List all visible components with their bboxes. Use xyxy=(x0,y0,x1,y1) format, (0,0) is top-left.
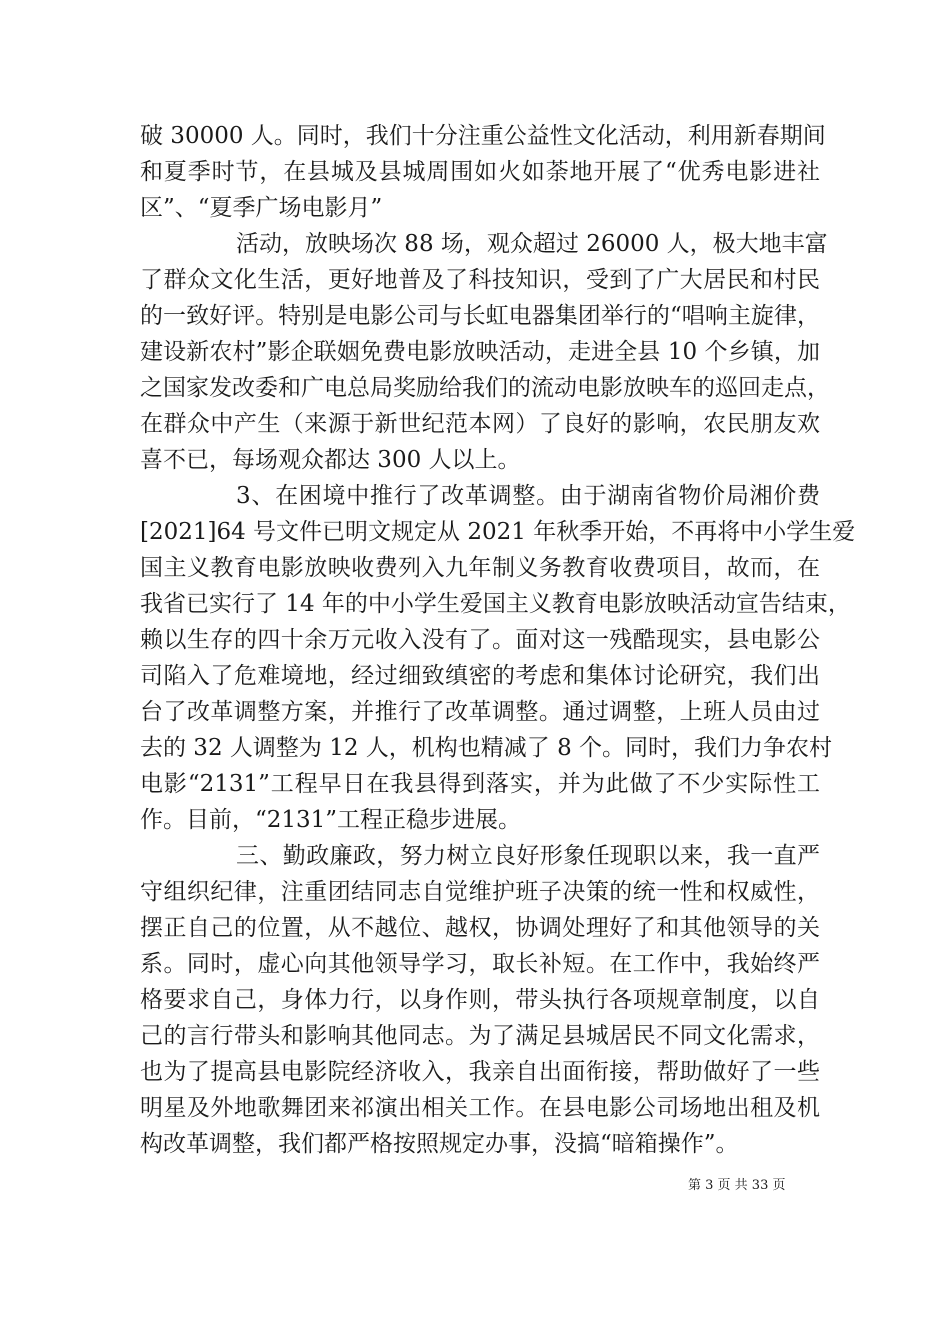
text-line: 守组织纪律，注重团结同志自觉维护班子决策的统一性和权威性， xyxy=(140,879,820,905)
text-line: 国主义教育电影放映收费列入九年制义务教育收费项目，故而，在 xyxy=(140,555,820,581)
text-line: 去的 32 人调整为 12 人，机构也精减了 8 个。同时，我们力争农村 xyxy=(140,735,833,761)
text-line: 也为了提高县电影院经济收入，我亲自出面衔接，帮助做好了一些 xyxy=(140,1059,820,1085)
text-line: 的一致好评。特别是电影公司与长虹电器集团举行的“唱响主旋律， xyxy=(140,303,820,329)
text-line: 摆正自己的位置，从不越位、越权，协调处理好了和其他领导的关 xyxy=(140,915,820,941)
text-line: 建设新农村”影企联姻免费电影放映活动，走进全县 10 个乡镇，加 xyxy=(140,339,820,365)
text-line: 赖以生存的四十余万元收入没有了。面对这一残酷现实，县电影公 xyxy=(140,627,820,653)
text-line: 破 30000 人。同时，我们十分注重公益性文化活动，利用新春期间 xyxy=(140,123,826,149)
text-line: [2021]64 号文件已明文规定从 2021 年秋季开始，不再将中小学生爱 xyxy=(140,519,856,545)
text-line: 作。目前，“2131”工程正稳步进展。 xyxy=(140,807,522,833)
text-line: 构改革调整，我们都严格按照规定办事，没搞“暗箱操作”。 xyxy=(140,1131,739,1157)
text-line: 3、在困境中推行了改革调整。由于湖南省物价局湘价费 xyxy=(236,483,820,509)
text-line: 台了改革调整方案，并推行了改革调整。通过调整，上班人员由过 xyxy=(140,699,820,725)
text-line: 司陷入了危难境地，经过细致缜密的考虑和集体讨论研究，我们出 xyxy=(140,663,820,689)
text-line: 之国家发改委和广电总局奖励给我们的流动电影放映车的巡回走点， xyxy=(140,375,830,401)
text-line: 电影“2131”工程早日在我县得到落实，并为此做了不少实际性工 xyxy=(140,771,820,797)
text-line: 在群众中产生（来源于新世纪范本网）了良好的影响，农民朋友欢 xyxy=(140,411,820,437)
text-line: 格要求自己，身体力行，以身作则，带头执行各项规章制度，以自 xyxy=(140,987,820,1013)
paragraph-2 xyxy=(140,226,830,478)
text-line: 活动，放映场次 88 场，观众超过 26000 人，极大地丰富 xyxy=(236,231,828,257)
text-line: 明星及外地歌舞团来祁演出相关工作。在县电影公司场地出租及机 xyxy=(140,1095,820,1121)
text-line: 系。同时，虚心向其他领导学习，取长补短。在工作中，我始终严 xyxy=(140,951,820,977)
text-line: 我省已实行了 14 年的中小学生爱国主义教育电影放映活动宣告结束， xyxy=(140,591,851,617)
text-line: 了群众文化生活，更好地普及了科技知识，受到了广大居民和村民 xyxy=(140,267,820,293)
text-line: 喜不已，每场观众都达 300 人以上。 xyxy=(140,447,521,473)
paragraph-3 xyxy=(140,478,856,838)
text-line: 三、勤政廉政，努力树立良好形象任现职以来，我一直严 xyxy=(236,843,820,869)
text-line: 和夏季时节，在县城及县城周围如火如荼地开展了“优秀电影进社 xyxy=(140,159,820,185)
text-line: 区”、“夏季广场电影月” xyxy=(140,195,383,221)
body-text xyxy=(140,118,856,1162)
page-number: 第 3 页 共 33 页 xyxy=(688,1178,786,1193)
text-line: 己的言行带头和影响其他同志。为了满足县城居民不同文化需求， xyxy=(140,1023,820,1049)
paragraph-1 xyxy=(140,118,826,226)
paragraph-4 xyxy=(140,838,820,1162)
